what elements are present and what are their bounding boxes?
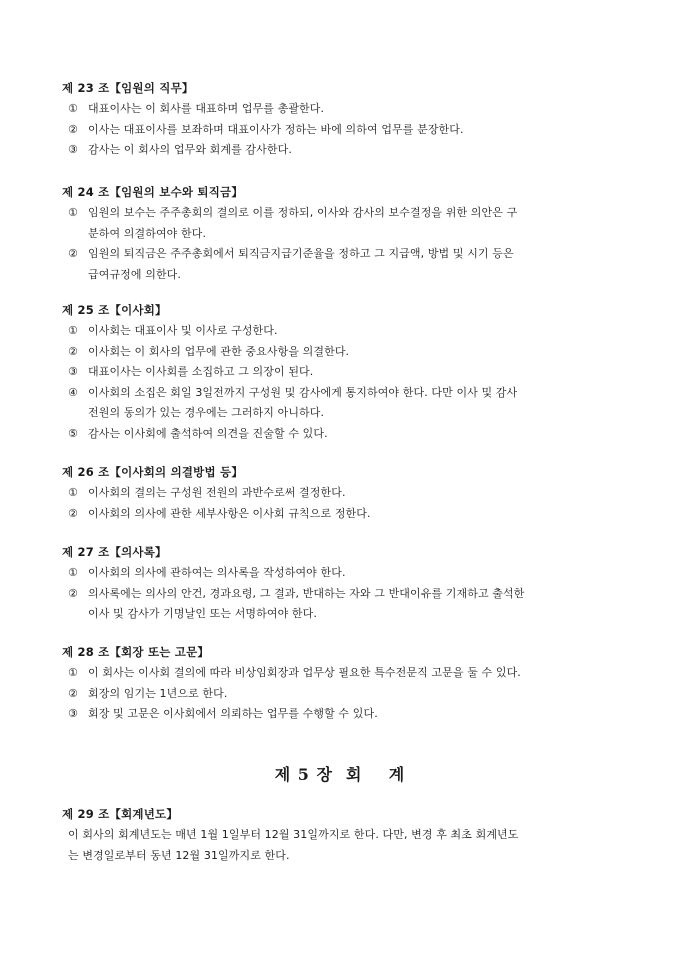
- clause-item: [68, 100, 324, 116]
- article-paragraph: 이 회사의 회계년도는 매년 1월 1일부터 12월 31일까지로 한다. 다만, 변경 후 최초 회계년도: [68, 828, 519, 841]
- clause-number: ②: [68, 686, 78, 700]
- clause-number: ①: [68, 324, 78, 337]
- article-paragraph: 는 변경일로부터 동년 12월 31일까지로 한다.: [68, 848, 290, 862]
- clause-item: [68, 343, 349, 359]
- clause-item: [68, 141, 292, 157]
- clause-number: ②: [68, 122, 78, 136]
- clause-text: 이사회는 대표이사 및 이사로 구성한다.: [88, 324, 278, 337]
- clause-item: [68, 564, 346, 580]
- clause-text-continued: 급여규정에 의한다.: [88, 267, 182, 281]
- clause-item: [68, 425, 328, 441]
- clause-item: [68, 484, 346, 500]
- clause-text: 회장의 임기는 1년으로 한다.: [88, 686, 228, 700]
- clause-item: [68, 121, 464, 137]
- clause-text: 이 회사는 이사회 결의에 따라 비상임회장과 업무상 필요한 특수전문직 고문을 둘 수 있다.: [88, 666, 521, 679]
- clause-number: ③: [68, 143, 78, 156]
- clause-number: ③: [68, 365, 78, 378]
- clause-item: [68, 322, 278, 338]
- clause-text: 이사회의 결의는 구성원 전원의 과반수로써 결정한다.: [88, 486, 346, 499]
- clause-text: 회장 및 고문은 이사회에서 의뢰하는 업무를 수행할 수 있다.: [88, 707, 378, 720]
- clause-text: 대표이사는 이 회사를 대표하며 업무를 총괄한다.: [88, 102, 325, 115]
- article-title: 제 29 조【회계년도】: [62, 807, 179, 821]
- article-title: 제 26 조【이사회의 의결방법 등】: [62, 465, 244, 479]
- clause-number: ⑤: [68, 426, 78, 440]
- clause-text: 임원의 퇴직금은 주주총회에서 퇴직금지급기준율을 정하고 그 지급액, 방법 및 시기 등은: [88, 247, 514, 260]
- clause-text: 임원의 보수는 주주총회의 결의로 이를 정하되, 이사와 감사의 보수결정을 위한 의안은 구: [88, 206, 518, 219]
- article-title: 제 25 조【이사회】: [62, 303, 167, 317]
- clause-number: ①: [68, 666, 78, 679]
- article-title: 제 24 조【임원의 보수와 퇴직금】: [62, 185, 244, 199]
- clause-text: 대표이사는 이사회를 소집하고 그 의장이 된다.: [88, 365, 314, 378]
- clause-item: [68, 664, 521, 680]
- clause-number: ②: [68, 344, 78, 358]
- clause-text: 이사회의 소집은 회일 3일전까지 구성원 및 감사에게 통지하여야 한다. 다만 이사 및 감사: [88, 385, 518, 399]
- clause-number: ①: [68, 566, 78, 579]
- clause-text: 이사회의 의사에 관한 세부사항은 이사회 규칙으로 정한다.: [88, 506, 371, 520]
- article-title: 제 28 조【회장 또는 고문】: [62, 645, 210, 659]
- article-title: 제 23 조【임원의 직무】: [62, 81, 194, 95]
- clause-text: 감사는 이 회사의 업무와 회계를 감사한다.: [88, 143, 292, 156]
- clause-item: [68, 585, 525, 601]
- clause-item: [68, 204, 517, 220]
- clause-number: ②: [68, 247, 78, 260]
- clause-text: 이사회는 이 회사의 업무에 관한 중요사항을 의결한다.: [88, 344, 350, 358]
- clause-text: 감사는 이사회에 출석하여 의견을 진술할 수 있다.: [88, 426, 328, 440]
- clause-item: [68, 505, 371, 521]
- clause-text-continued: 전원의 동의가 있는 경우에는 그러하지 아니하다.: [88, 406, 325, 419]
- clause-number: ④: [68, 385, 78, 399]
- clause-text: 이사는 대표이사를 보좌하며 대표이사가 정하는 바에 의하여 업무를 분장한다.: [88, 122, 464, 136]
- clause-number: ②: [68, 586, 78, 600]
- clause-text-continued: 분하여 의결하여야 한다.: [88, 226, 207, 240]
- clause-number: ①: [68, 102, 78, 115]
- clause-number: ③: [68, 707, 78, 720]
- clause-number: ②: [68, 506, 78, 520]
- clause-item: [68, 685, 227, 701]
- clause-number: ①: [68, 206, 78, 219]
- clause-item: [68, 705, 378, 721]
- chapter-heading: 제 5 장 회 계: [274, 765, 406, 784]
- clause-text: 의사록에는 의사의 안건, 경과요령, 그 결과, 반대하는 자와 그 반대이유를 기재하고 출석한: [88, 586, 525, 600]
- clause-item: [68, 245, 514, 261]
- clause-text-continued: 이사 및 감사가 기명날인 또는 서명하여야 한다.: [88, 607, 317, 620]
- clause-item: [68, 384, 517, 400]
- clause-item: [68, 363, 313, 379]
- clause-number: ①: [68, 486, 78, 499]
- article-title: 제 27 조【의사록】: [62, 545, 167, 559]
- clause-text: 이사회의 의사에 관하여는 의사록을 작성하여야 한다.: [88, 566, 346, 579]
